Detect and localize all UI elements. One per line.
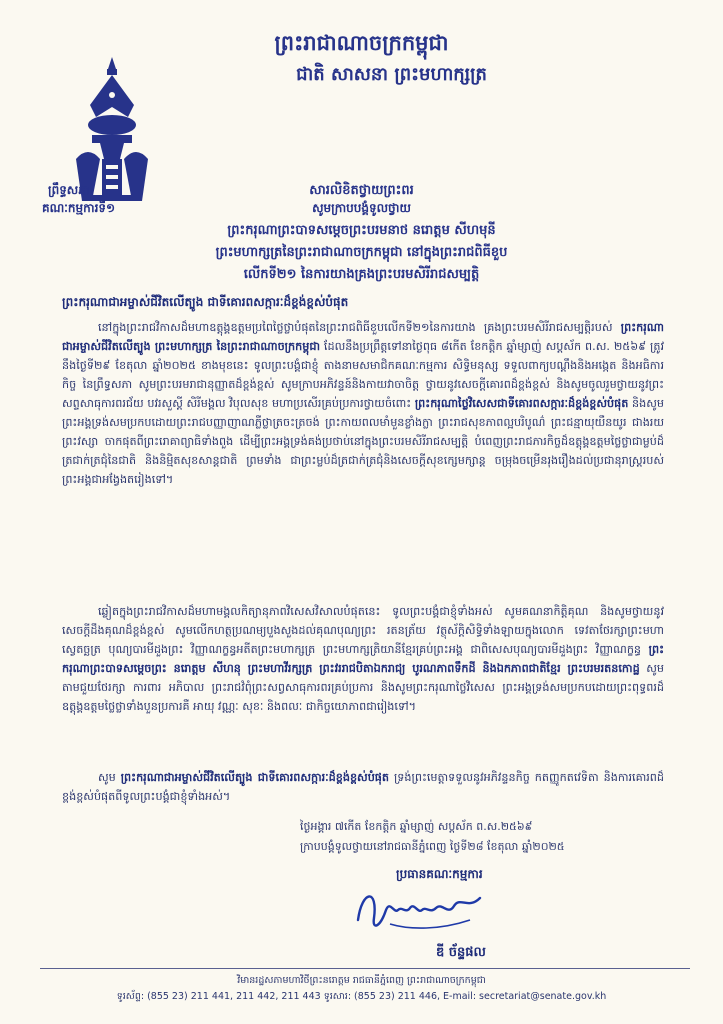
recipient-line-1: ព្រះករុណាព្រះបាទសម្តេចព្រះបរមនាថ នរោត្តម សីហមុនី	[227, 223, 496, 238]
footer-address: វិមានរដ្ឋសភាមហាវិថីព្រះនរោត្តម រាជធានីភ្នំពេញ ព្រះរាជាណាចក្រកម្ពុជា	[237, 975, 486, 986]
paragraph-2	[62, 602, 664, 716]
paragraph-3	[62, 768, 664, 806]
institution-label: ព្រឹទ្ធសភា	[48, 183, 90, 197]
motto-heading: ជាតិ សាសនា ព្រះមហាក្សត្រ	[296, 64, 487, 85]
date-lunar: ថ្ងៃអង្គារ ៧កើត ខែកត្តិក ឆ្នាំម្សាញ់ សប្តស័ក ព.ស.២៥៦៩	[300, 820, 533, 833]
letter-type-title: សារលិខិតថ្វាយព្រះពរ	[309, 183, 414, 198]
paragraph-1	[62, 318, 664, 489]
paragraph-3-lead: សូម	[98, 771, 116, 784]
kingdom-heading: ព្រះរាជាណាចក្រកម្ពុជា	[274, 31, 449, 55]
signatory-name: ឌី ច័ន្ទផល	[436, 945, 486, 960]
paragraph-1-king-title: ព្រះករុណាជាអម្ចាស់ជីវិតលើត្បូង ព្រះមហាក្សត្រ នៃព្រះរាជាណាចក្រកម្ពុជា	[62, 321, 664, 353]
paragraph-2-body: ឆ្លៀតក្នុងព្រះរាជវិកាសដ៏មហាមង្គលកិត្យានុភាពវិសេសវិសាលបំផុតនេះ ទូលព្រះបង្គំជាខ្ញុំទាំងអស់ សូមគណនាកិត្តិគុណ និងសូមថ្វាយនូវសេចក្តីដឹងគុណដ៏ខ្ពង់ខ្ពស់ សូមលើកហត្ថប្រណម្យបួងសួងដល់គុណបុណ្យព្រះ រតនត្រ័យ វត្ថុស័ក្តិសិទ្ធិទាំងឡាយក្នុងលោក ទេវតាថែរក្សាព្រះមហាស្វេតច្ឆត្រ បុណ្យបារមីដួងព្រះ វិញ្ញាណក្ខន្ធអតីតព្រះមហាក្សត្រ ព្រះមហាក្សត្រិយានីខ្មែរគ្រប់ព្រះអង្គ ជាពិសេសបុណ្យបារមីដួងព្រះ វិញ្ញាណក្ខន្ធ	[62, 605, 664, 656]
paragraph-3-tail: ទ្រង់ព្រះមេត្តាទទួលនូវអភិវន្ទនកិច្ច កតញ្ញូកតវេទិតា និងការគោរពដ៏ខ្ពង់ខ្ពស់បំផុតពីទូលព្រះបង្គំជាខ្ញុំទាំងអស់។	[62, 771, 664, 803]
date-solar: ក្រាបបង្គំទូលថ្វាយនៅរាជធានីភ្នំពេញ ថ្ងៃទី២៨ ខែតុលា ឆ្នាំ២០២៥	[300, 840, 565, 853]
paragraph-2-tail: សូមតាមជួយថែរក្សា ការពារ អភិបាល ព្រះរាជវំពុំព្រះសព្វសាធុការពរគ្រប់ប្រការ និងសូមព្រះករុណាថ្លៃវិសេស ព្រះអង្គទ្រង់សមប្រកបដោយព្រះពុទ្ធពរដ៏ឧត្តុង្គឧត្តមថ្លៃថ្លាទាំងបួនប្រការគឺ អាយុ វណ្ណៈ សុខៈ និងពលៈ ជាកិច្ចយោភាពជារៀងទៅ។	[62, 662, 664, 713]
signature-icon	[350, 880, 490, 940]
respect-line: សូមក្រាបបង្គំទូលថ្វាយ	[312, 201, 411, 215]
paragraph-1-tail: និងសូមព្រះអង្គទ្រង់សមប្រកបដោយព្រះរាជបញ្ញាញាណភ្លឺថ្លាត្រចះត្រចង់ ព្រះកាយពលមាំមួនខ្លាំងក្លា ព្រះរាជសុខភាពល្អបរិបូណ៌ ព្រះជន្មាយុយឺនយូរ ជាងរយព្រះវស្សា ចាកផុតពីព្រះរោគាព្យាធិទាំងពួង ដើម្បីព្រះអង្គទ្រង់គង់ប្រថាប់នៅក្នុងព្រះបរមសិរីរាជសម្បត្តិ បំពេញព្រះរាជភារកិច្ចដ៏ឧត្តុង្គឧត្តមថ្លៃថ្លាជាម្លប់ដ៏ត្រជាក់ត្រជុំនៃជាតិ និងនិម្មិតសុខសាន្តជាតិ ព្រមទាំង ជាព្រះម្លប់ដ៏ត្រជាក់ត្រជុំនិងសេចក្តីសុខក្សេមក្សាន្ត ចម្រុងចម្រើនរុងរឿងដល់ប្រជានុរាស្ត្ររបស់ព្រះអង្គជាអង្វែងតរៀងទៅ។	[62, 397, 664, 486]
salutation: ព្រះករុណាជាអម្ចាស់ជីវិតលើត្បូង ជាទីគោរពសក្ការៈដ៏ខ្ពង់ខ្ពស់បំផុត	[62, 295, 349, 309]
recipient-line-3: លើកទី២១ នៃការយាងគ្រងព្រះបរមសិរីរាជសម្បត្តិ	[243, 267, 480, 282]
paragraph-3-honorific: ព្រះករុណាជាអម្ចាស់ជីវិតលើត្បូង ជាទីគោរពសក្ការៈដ៏ខ្ពង់ខ្ពស់បំផុត	[120, 771, 390, 784]
signatory-title: ប្រធានគណៈកម្មការ	[396, 867, 483, 881]
paragraph-1-lead: នៅក្នុងព្រះរាជវិកាសដ៏មហាឧត្តុង្គឧត្តមប្រពៃថ្លៃថ្លាបំផុតនៃព្រះរាជពិធីខួបលើកទី២១នៃការយាង គ្រងព្រះបរមសិរីរាជសម្បត្តិរបស់	[98, 321, 613, 334]
paragraph-1-honorific: ព្រះករុណាថ្លៃវិសេសជាទីគោរពសក្ការៈដ៏ខ្ពង់ខ្ពស់បំផុត	[414, 397, 629, 410]
footer-contact: ទូរស័ព្ទ: (855 23) 211 441, 211 442, 211 443 ទូរសារ: (855 23) 211 446, E-mail: secretariat@senate.gov.kh	[116, 991, 607, 1002]
committee-label: គណៈកម្មការទី១	[42, 201, 116, 215]
paragraph-1-body: ដែលនឹងប្រព្រឹត្តទៅនាថ្ងៃពុធ ៨កើត ខែកត្តិក ឆ្នាំម្សាញ់ សប្តស័ក ព.ស. ២៥៦៩ ត្រូវនឹងថ្ងៃទី២៩ ខែតុលា ឆ្នាំ២០២៥ ខាងមុខនេះ ទូលព្រះបង្គំជាខ្ញុំ តាងនាមសមាជិកគណៈកម្មការ សិទ្ធិមនុស្ស ទទួលពាក្យបណ្តឹងនិងអង្កេត និងអធិការកិច្ច នៃព្រឹទ្ធសភា សូមព្រះបរមរាជានុញ្ញាតដ៏ខ្ពង់ខ្ពស់ សូមក្រាបអភិវន្ទន៍និងកាយវាចាចិត្ត ថ្វាយនូវសេចក្តីគោរពដ៏ខ្ពង់ខ្ពស់ និងសូមចូលរួមថ្វាយនូវព្រះសព្ទសាធុការពរជ័យ បវរសួស្តី សិរីមង្គល វិបុលសុខ មហាប្រសើរគ្រប់ប្រការថ្វាយចំពោះ	[62, 340, 664, 410]
recipient-line-2: ព្រះមហាក្សត្រនៃព្រះរាជាណាចក្រកម្ពុជា នៅក្នុងព្រះរាជពិធីខួប	[215, 245, 508, 260]
paragraph-2-late-king: ព្រះករុណាព្រះបាទសម្តេចព្រះ នរោត្តម សីហនុ ព្រះមហាវីរក្សត្រ ព្រះវររាជបិតាឯករាជ្យ បូរណភាពទឹកដី និងឯកភាពជាតិខ្មែរ ព្រះបរមរតនកោដ្ឋ	[62, 643, 664, 675]
footer-divider	[40, 968, 690, 969]
